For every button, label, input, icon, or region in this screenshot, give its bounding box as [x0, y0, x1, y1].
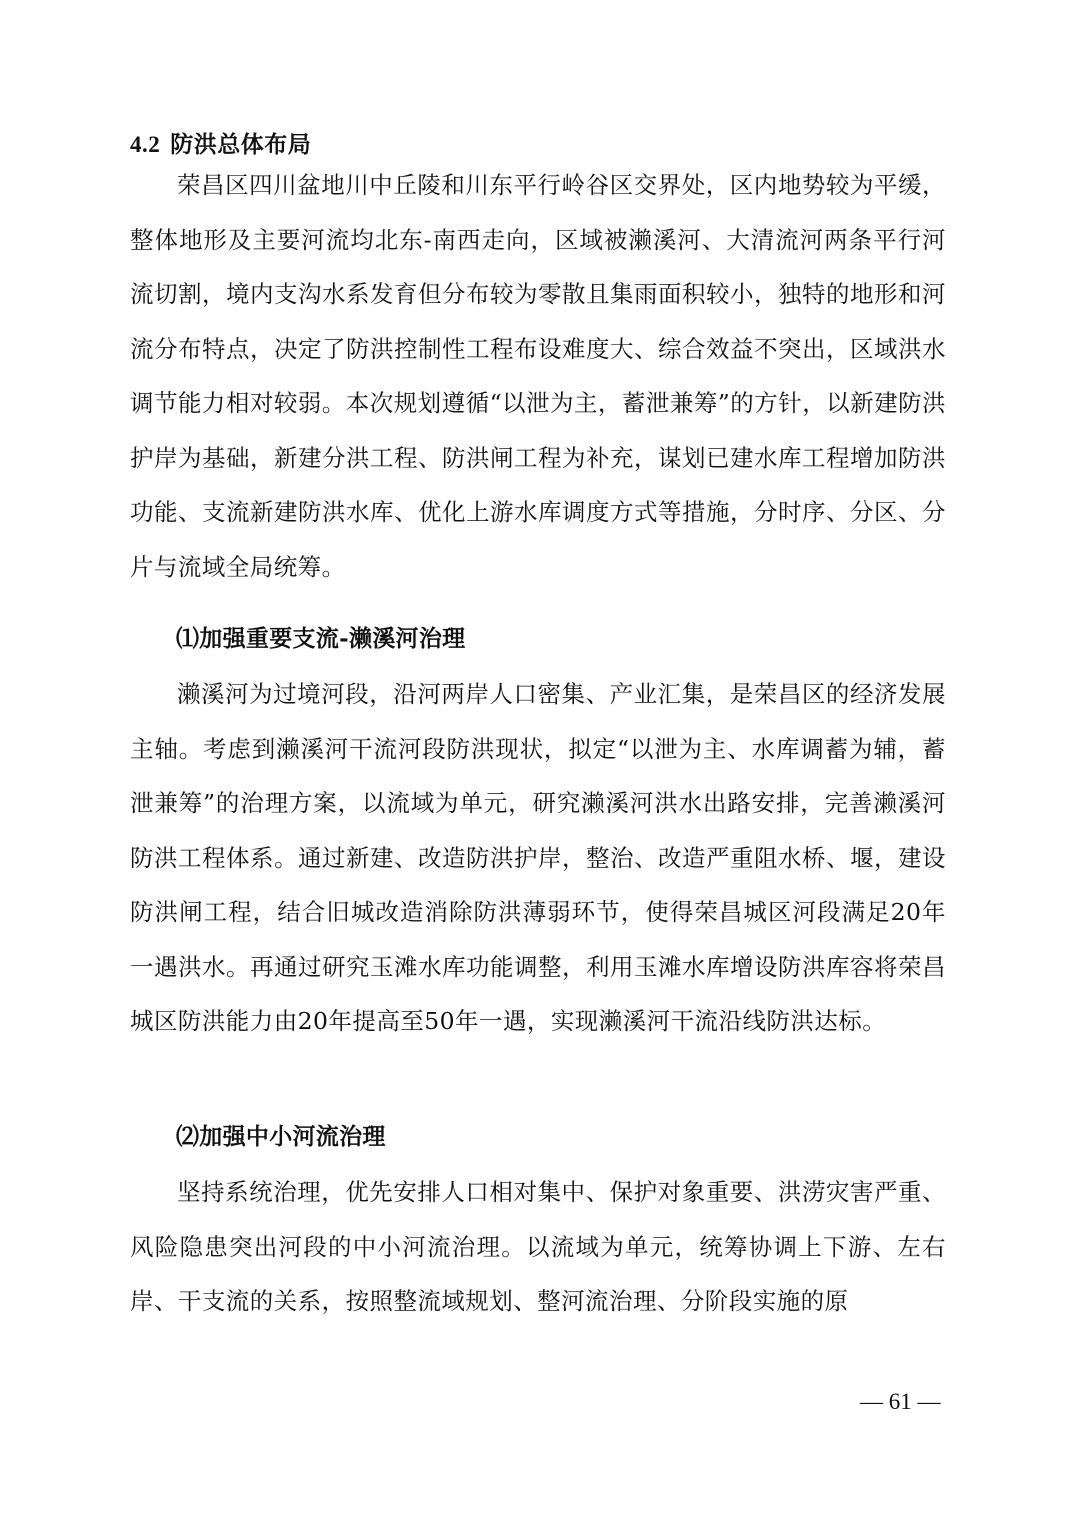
- item2-heading: ⑵加强中小河流治理: [176, 1123, 386, 1150]
- intro-paragraph-block: [130, 158, 946, 594]
- section-number: 4.2: [130, 132, 161, 157]
- intro-paragraph: 荣昌区四川盆地川中丘陵和川东平行岭谷区交界处，区内地势较为平缓，整体地形及主要河流均北东-南西走向，区域被濑溪河、大清流河两条平行河流切割，境内支沟水系发育但分布较为零散且集雨面积较小，独特的地形和河流分布特点，决定了防洪控制性工程布设难度大、综合效益不突出，区域洪水调节能力相对较弱。本次规划遵循“以泄为主，蓄泄兼筹”的方针，以新建防洪护岸为基础，新建分洪工程、防洪闸工程为补充，谋划已建水库工程增加防洪功能、支流新建防洪水库、优化上游水库调度方式等措施，分时序、分区、分片与流域全局统筹。: [130, 171, 946, 581]
- section-heading: [130, 128, 311, 162]
- item1-paragraph: 濑溪河为过境河段，沿河两岸人口密集、产业汇集，是荣昌区的经济发展主轴。考虑到濑溪河干流河段防洪现状，拟定“以泄为主、水库调蓄为辅，蓄泄兼筹”的治理方案，以流域为单元，研究濑溪河洪水出路安排，完善濑溪河防洪工程体系。通过新建、改造防洪护岸，整治、改造严重阻水桥、堰，建设防洪闸工程，结合旧城改造消除防洪薄弱环节，使得荣昌城区河段满足20年一遇洪水。再通过研究玉滩水库功能调整，利用玉滩水库增设防洪库容将荣昌城区防洪能力由20年提高至50年一遇，实现濑溪河干流沿线防洪达标。: [130, 680, 946, 1035]
- item2-paragraph-block: [130, 1165, 946, 1329]
- page-number: — 61 —: [860, 1389, 941, 1414]
- section-title: 防洪总体布局: [170, 131, 312, 158]
- item2-paragraph: 坚持系统治理，优先安排人口相对集中、保护对象重要、洪涝灾害严重、风险隐患突出河段的中小河流治理。以流域为单元，统筹协调上下游、左右岸、干支流的关系，按照整流域规划、整河流治理、分阶段实施的原: [130, 1178, 946, 1315]
- item1-heading: ⑴加强重要支流-濑溪河治理: [176, 625, 466, 652]
- item1-paragraph-block: [130, 667, 946, 1049]
